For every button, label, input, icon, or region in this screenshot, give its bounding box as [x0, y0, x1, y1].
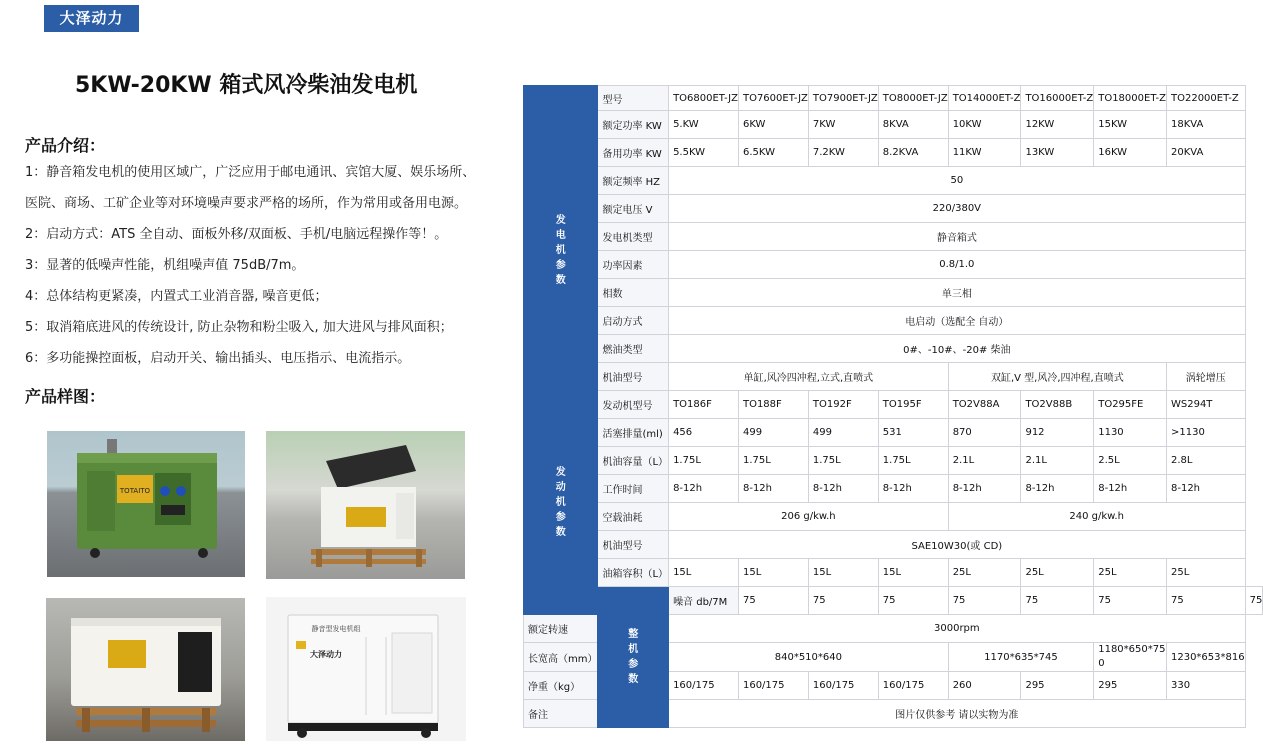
table-cell: 240 g/kw.h — [948, 503, 1245, 531]
table-cell: 75 — [1245, 587, 1263, 615]
table-cell: 15L — [669, 559, 739, 587]
table-cell: 7.2KW — [808, 139, 878, 167]
table-cell: 15L — [808, 559, 878, 587]
intro-line: 6：多功能操控面板，启动开关、输出插头、电压指示、电流指示。 — [25, 351, 411, 366]
table-cell: 2.5L — [1094, 447, 1167, 475]
model-cell: TO8000ET-JZ — [878, 86, 948, 111]
table-cell: 25L — [1094, 559, 1167, 587]
table-cell: 单三相 — [669, 279, 1246, 307]
table-cell: 0#、-10#、-20# 柴油 — [669, 335, 1246, 363]
table-cell: 1.75L — [808, 447, 878, 475]
intro-line: 医院、商场、工矿企业等对环境噪声要求严格的场所，作为常用或备用电源。 — [25, 196, 468, 211]
row-label: 空载油耗 — [598, 503, 669, 531]
samples-heading: 产品样图： — [25, 387, 106, 406]
table-cell: 50 — [669, 167, 1246, 195]
row-label: 长宽高（mm） — [524, 643, 598, 672]
table-cell: 912 — [1021, 419, 1094, 447]
row-label: 额定功率 KW — [598, 111, 669, 139]
model-cell: TO14000ET-Z — [948, 86, 1021, 111]
table-row — [524, 475, 1263, 503]
table-row — [524, 391, 1263, 419]
table-cell: 25L — [1166, 559, 1245, 587]
table-cell: 260 — [948, 672, 1021, 700]
table-cell: 5.5KW — [669, 139, 739, 167]
table-cell: 10KW — [948, 111, 1021, 139]
table-cell: 295 — [1021, 672, 1094, 700]
intro-list — [25, 162, 520, 379]
table-cell: 6KW — [738, 111, 808, 139]
row-label: 发电机类型 — [598, 223, 669, 251]
intro-line: 5：取消箱底进风的传统设计, 防止杂物和粉尘吸入, 加大进风与排风面积； — [25, 320, 453, 335]
table-cell: 涡轮增压 — [1166, 363, 1245, 391]
model-cell: TO7900ET-JZ — [808, 86, 878, 111]
panel-brand: 大泽动力 — [310, 650, 342, 659]
model-cell: TO7600ET-JZ — [738, 86, 808, 111]
table-cell: 206 g/kw.h — [669, 503, 949, 531]
product-photo-green-generator — [47, 431, 245, 577]
row-label: 活塞排量(ml) — [598, 419, 669, 447]
table-cell: 静音箱式 — [669, 223, 1246, 251]
table-cell: 8-12h — [948, 475, 1021, 503]
table-cell: 18KVA — [1166, 111, 1245, 139]
table-cell: 16KW — [1094, 139, 1167, 167]
table-cell: 75 — [808, 587, 878, 615]
table-row — [524, 531, 1263, 559]
table-row — [524, 503, 1263, 531]
table-cell: 499 — [808, 419, 878, 447]
table-cell: 1.75L — [738, 447, 808, 475]
panel-title: 静音型发电机组 — [311, 625, 361, 633]
table-cell: 25L — [948, 559, 1021, 587]
table-cell: SAE10W30(或 CD) — [669, 531, 1246, 559]
table-cell: 3000rpm — [669, 615, 1246, 643]
product-photo-silent-generator — [266, 597, 466, 741]
table-cell: 6.5KW — [738, 139, 808, 167]
table-cell: >1130 — [1166, 419, 1245, 447]
spec-table — [523, 85, 1263, 728]
table-cell: 双缸,V 型,风冷,四冲程,直喷式 — [948, 363, 1166, 391]
table-row — [524, 139, 1263, 167]
table-cell: 160/175 — [669, 672, 739, 700]
section-unit: 整机参数 — [598, 587, 669, 728]
table-cell: 7KW — [808, 111, 878, 139]
table-cell: 8-12h — [878, 475, 948, 503]
table-cell: TO2V88B — [1021, 391, 1094, 419]
table-cell: 25L — [1021, 559, 1094, 587]
table-cell: 75 — [1094, 587, 1167, 615]
table-cell: 75 — [948, 587, 1021, 615]
table-cell: 8-12h — [738, 475, 808, 503]
table-cell: 8KVA — [878, 111, 948, 139]
table-row — [524, 587, 1263, 615]
table-row — [524, 195, 1263, 223]
model-cell: TO22000ET-Z — [1166, 86, 1245, 111]
table-cell: 15KW — [1094, 111, 1167, 139]
intro-heading: 产品介绍： — [25, 136, 106, 155]
table-cell: 456 — [669, 419, 739, 447]
row-label: 备用功率 KW — [598, 139, 669, 167]
table-cell: 13KW — [1021, 139, 1094, 167]
table-row — [524, 419, 1263, 447]
table-row — [524, 111, 1263, 139]
table-cell: 1170*635*745 — [948, 643, 1094, 672]
table-cell: 12KW — [1021, 111, 1094, 139]
table-cell: 160/175 — [878, 672, 948, 700]
row-label: 净重（kg） — [524, 672, 598, 700]
row-label: 工作时间 — [598, 475, 669, 503]
row-label: 额定电压 V — [598, 195, 669, 223]
row-label: 机油型号 — [598, 363, 669, 391]
table-row — [524, 223, 1263, 251]
row-label: 发动机型号 — [598, 391, 669, 419]
intro-line: 1：静音箱发电机的使用区域广，广泛应用于邮电通讯、宾馆大厦、娱乐场所、 — [25, 165, 476, 180]
table-cell: 8-12h — [1166, 475, 1245, 503]
table-row — [524, 279, 1263, 307]
row-label: 额定转速 — [524, 615, 598, 643]
table-cell: 870 — [948, 419, 1021, 447]
table-row — [524, 86, 1263, 111]
table-cell: 1.75L — [669, 447, 739, 475]
table-cell: 20KVA — [1166, 139, 1245, 167]
table-cell: 2.1L — [1021, 447, 1094, 475]
table-cell: 1130 — [1094, 419, 1167, 447]
table-cell: 8-12h — [669, 475, 739, 503]
row-label: 燃油类型 — [598, 335, 669, 363]
table-cell: 2.1L — [948, 447, 1021, 475]
table-cell: 图片仅供参考 请以实物为准 — [669, 700, 1246, 728]
table-cell: 电启动（选配全 自动） — [669, 307, 1246, 335]
table-cell: 1180*650*750 — [1094, 643, 1167, 672]
table-cell: 75 — [1021, 587, 1094, 615]
panel-label: TOTAITO — [119, 487, 151, 495]
row-label: 备注 — [524, 700, 598, 728]
page-title: 5KW-20KW 箱式风冷柴油发电机 — [75, 73, 418, 98]
table-cell: 单缸,风冷四冲程,立式,直喷式 — [669, 363, 949, 391]
table-cell: 160/175 — [808, 672, 878, 700]
model-cell: TO6800ET-JZ — [669, 86, 739, 111]
model-cell: TO16000ET-Z — [1021, 86, 1094, 111]
row-label: 功率因素 — [598, 251, 669, 279]
table-row — [524, 307, 1263, 335]
model-cell: TO18000ET-Z — [1094, 86, 1167, 111]
section-generator: 发电机参数 — [524, 111, 598, 391]
table-cell: 75 — [878, 587, 948, 615]
table-row — [524, 447, 1263, 475]
section-blank — [524, 86, 598, 111]
table-cell: 11KW — [948, 139, 1021, 167]
intro-line: 4：总体结构更紧凑，内置式工业消音器, 噪音更低； — [25, 289, 328, 304]
table-cell: WS294T — [1166, 391, 1245, 419]
row-label: 启动方式 — [598, 307, 669, 335]
product-photo-white-generator — [46, 598, 245, 741]
intro-line: 3：显著的低噪声性能，机组噪声值 75dB/7m。 — [25, 258, 305, 273]
row-label: 油箱容积（L） — [598, 559, 669, 587]
table-cell: 499 — [738, 419, 808, 447]
table-cell: 160/175 — [738, 672, 808, 700]
product-photo-open-canopy — [266, 431, 465, 579]
table-cell: TO186F — [669, 391, 739, 419]
table-cell: 75 — [1166, 587, 1245, 615]
table-cell: TO192F — [808, 391, 878, 419]
row-label: 相数 — [598, 279, 669, 307]
table-cell: 75 — [738, 587, 808, 615]
table-cell: 1.75L — [878, 447, 948, 475]
table-cell: 531 — [878, 419, 948, 447]
table-cell: TO195F — [878, 391, 948, 419]
table-cell: 2.8L — [1166, 447, 1245, 475]
table-cell: 8-12h — [808, 475, 878, 503]
table-cell: TO188F — [738, 391, 808, 419]
row-label: 机油型号 — [598, 531, 669, 559]
section-engine: 发动机参数 — [524, 391, 598, 615]
table-cell: 15L — [878, 559, 948, 587]
table-cell: 330 — [1166, 672, 1245, 700]
brand-badge: 大泽动力 — [44, 5, 139, 32]
table-cell: TO295FE — [1094, 391, 1167, 419]
table-cell: 295 — [1094, 672, 1167, 700]
row-label: 噪音 db/7M — [669, 587, 739, 615]
table-cell: 8-12h — [1094, 475, 1167, 503]
table-cell: 1230*653*816 — [1166, 643, 1245, 672]
intro-line: 2：启动方式：ATS 全自动、面板外移/双面板、手机/电脑远程操作等！。 — [25, 227, 448, 242]
table-row — [524, 251, 1263, 279]
table-cell: 0.8/1.0 — [669, 251, 1246, 279]
row-label: 型号 — [598, 86, 669, 111]
table-cell: 8.2KVA — [878, 139, 948, 167]
table-row — [524, 335, 1263, 363]
table-cell: 5.KW — [669, 111, 739, 139]
table-cell: 840*510*640 — [669, 643, 949, 672]
table-cell: 220/380V — [669, 195, 1246, 223]
table-row — [524, 167, 1263, 195]
table-cell: 8-12h — [1021, 475, 1094, 503]
table-cell: 15L — [738, 559, 808, 587]
table-row — [524, 363, 1263, 391]
table-cell: TO2V88A — [948, 391, 1021, 419]
row-label: 机油容量（L） — [598, 447, 669, 475]
row-label: 额定频率 HZ — [598, 167, 669, 195]
table-row — [524, 559, 1263, 587]
